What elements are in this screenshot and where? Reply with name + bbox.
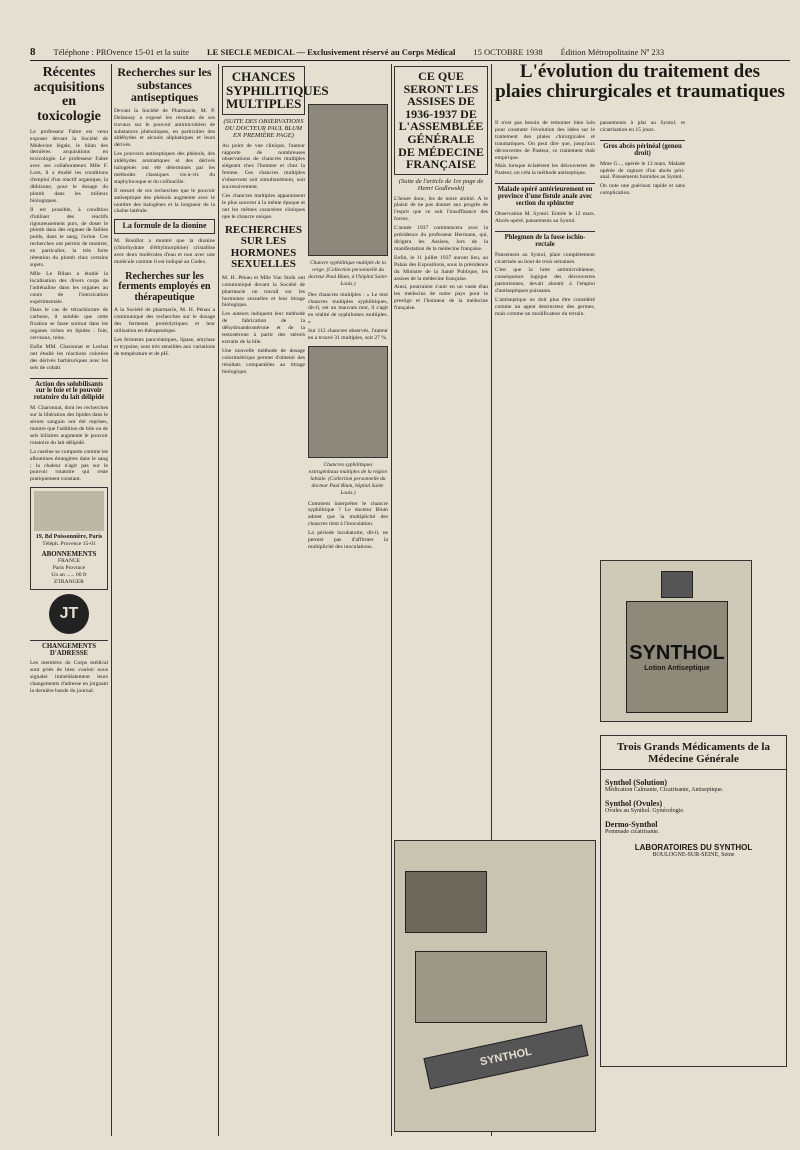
bottle-cap xyxy=(661,571,693,598)
synthol-brand: SYNTHOL xyxy=(629,642,725,664)
paragraph: M. Charonnat, dont les recherches sur la libération des lipides dans le sérum sanguin ont été reprises, montre que l'addition de bile ou de sels biliaires augmente le pouvoir rotatoire du lait délipidé. xyxy=(30,405,110,446)
paragraph: Enfin MM. Charonnat et Lechat ont étudié les réactions colorées des dérivés barbituriques avec les sels de cobalt. xyxy=(30,343,110,371)
case-heading: Malade opéré antérieurement en province d'une fistule anale avec section du sphincter xyxy=(495,183,595,208)
clinical-photo-2 xyxy=(308,346,388,458)
paragraph: Il ressort de ces recherches que le pouvoir antiseptique des phénols augmente avec le nombre des halogènes et la longueur de la chaîne latérale. xyxy=(114,187,217,215)
paragraph: La caséine se comporte comme les albumines étrangères dans le sang ; la chaleur n'agit pas sur le pouvoir rotatoire qui reste pratiquement constant. xyxy=(30,448,110,483)
product-box xyxy=(405,871,487,933)
column-rule xyxy=(111,64,112,1136)
paragraph: La période incubatoire, dit-il, ne permet pas d'affirmer la multiplicité des inoculations. xyxy=(308,530,390,550)
column-1 xyxy=(30,64,108,1136)
subscription-paris: Paris Province xyxy=(52,564,86,571)
paragraph: Une nouvelle méthode de dosage colorimétrique permet d'obtenir des résultats comparables au titrage biologique. xyxy=(222,347,307,375)
paragraph: Ces chancres multiples apparaissent le plus souvent à la même époque et ont les mêmes caractères cliniques que le chancre unique. xyxy=(222,192,307,220)
article-title-toxicology: Récentes acquisitions en toxicologie xyxy=(33,65,105,125)
article-title-antiseptics: Recherches sur les substances antiseptiques xyxy=(117,65,212,105)
section-heading: Action des solubilisants sur le foie et le pouvoir rotatoire du lait délipidé xyxy=(30,378,108,403)
jt-logo: JT xyxy=(49,594,89,634)
column-6 xyxy=(495,120,595,830)
paragraph: Pansement au Syntol, plaie complètement cicatrisée au bout de trois semaines. xyxy=(495,251,597,265)
subscription-france: FRANCE xyxy=(57,557,81,564)
product-name: Synthol (Ovules) xyxy=(605,799,663,809)
ointment-tube xyxy=(423,1025,588,1090)
tube-brand: SYNTHOL xyxy=(479,1045,533,1069)
paragraph: pansements à plat au Syntol, et cicatrisation en 15 jours. xyxy=(600,120,687,133)
column-2 xyxy=(114,64,215,1136)
case-heading: Phlegmon de la fosse ischio-rectale xyxy=(495,231,595,249)
paragraph: Les membres du Corps médical sont priés de bien vouloir nous signaler immédiatement leurs changements d'adresse en joignant la dernière bande du journal. xyxy=(30,660,110,695)
publisher-telephone: Téléph. Provence 15-01 xyxy=(42,541,96,548)
column-rule xyxy=(218,64,219,1136)
page-header xyxy=(30,44,790,61)
dionine-heading: La formule de la dionine xyxy=(114,219,215,234)
bottle-body xyxy=(626,601,728,713)
laboratory-name: LABORATOIRES DU SYNTHOL xyxy=(634,843,753,853)
publisher-address: 19, Bd Poissonnière, Paris xyxy=(35,534,103,541)
paragraph: M. Bouillot a montré que la dionine (chlorhydrate d'éthylmorphine) cristallise avec deux molécules d'eau et non avec une molécule comme il est indiqué au Codex. xyxy=(114,238,217,265)
product-box xyxy=(415,951,547,1023)
article-title-hormones: RECHERCHES SUR LES HORMONES SEXUELLES xyxy=(224,223,303,271)
subscription-price: Un an ...... 60 fr xyxy=(51,571,87,578)
paragraph: L'antiseptique ne doit plus être considéré comme un agent destructeur des germes, mais comme un modificateur du terrain. xyxy=(495,297,597,317)
paragraph: Comment interpréter le chancre syphilitique ? Le docteur Blum admet que la multiplicité des chancres tient à l'inoculation. xyxy=(308,500,390,528)
column-5 xyxy=(394,64,488,830)
column-3 xyxy=(222,64,329,1136)
paragraph: Observation M. Syntol. Entrée le 12 mars. Abcès opéré, pansements au Syntol. xyxy=(495,210,597,224)
product-desc: Médication Calmante, Cicatrisante, Antiseptique. xyxy=(605,787,724,794)
phone-number: Téléphone : PROvence 15-01 et la suite xyxy=(53,47,189,57)
paragraph: Devant la Société de Pharmacie, M. P. Delaunay a exposé les résultats de ses travaux sur le pouvoir antimicrobien de substances phénoliques, en particulier des aldéhydes et alcools aliphatiques et leurs dérivés. xyxy=(114,107,217,149)
page-number: 8 xyxy=(30,46,36,58)
synthol-bottle-ad xyxy=(600,560,752,722)
paragraph: Mme G..., opérée le 13 mars. Malade opérée de rupture d'un abcès péri-anal. Pansements humides au Syntol. xyxy=(600,160,687,181)
paragraph: Sur 112 chancres observés, l'auteur en a trouvé 31 multiples, soit 27 %. xyxy=(308,328,390,342)
subscriptions-title: ABONNEMENTS xyxy=(41,550,97,559)
paragraph: Mais lorsque éclatèrent les découvertes de Pasteur, on créa la méthode antiseptique. xyxy=(495,163,597,177)
paragraph: Des chancres multiples : « Le mot chancres multiples syphilitiques, dit-il, est un mauvais mot, il s'agit en réalité de syphilomes multiples. » xyxy=(308,291,390,326)
photo-caption: Chancre syphilitique multiple de la verge. (Collection personnelle du docteur Paul Blum, à l'hôpital Saint-Louis.) xyxy=(308,260,388,287)
paragraph: Le professeur Fabre est venu exposer devant la Société de Médecine légale, le bilan des dernières acquisitions en toxicologie. Le professeur Fabre avec ses collaborateurs Mlle F. Lom, il a étudié les conditions d'emploi d'un réactif organique, la dithizone, pour le dosage du plomb dans les milieux biologiques. xyxy=(30,128,110,204)
ferments-heading: Recherches sur les ferments employés en thérapeutique xyxy=(118,270,211,303)
article-subtitle: (Suite de l'article de 1re page de Henri Godlewski) xyxy=(398,177,484,192)
column-4 xyxy=(308,64,388,1136)
edition-label: Édition Métropolitaine Nº 233 xyxy=(560,47,665,57)
paragraph: M. H. Pénau et Mlle Van Stolk ont communiqué devant la Société de pharmacie un travail sur les hormones sexuelles et leur titrage biologique. xyxy=(222,274,307,309)
paragraph: L'année 1937 commencera avec la présidence du professeur Hermann, qui, dirigera les Assises, lors de la manifestation de la médecine française. xyxy=(394,225,490,252)
article-title-plaies: L'évolution du traitement des plaies chirurgicales et traumatiques xyxy=(495,61,785,102)
product-desc: Pommade cicatrisante. xyxy=(605,829,660,836)
paragraph: Au point de vue clinique, l'auteur rapporte de nombreuses observations de chancres multiples siégeant chez l'homme et chez la femme. Ces chancres multiples s'observent soit simultanément, soit successivement. xyxy=(222,142,307,191)
paragraph: Les auteurs indiquent leur méthode de fabrication de la déhydroandrostérone et de la testostérone à partir des stérols extraits de la bile. xyxy=(222,311,307,345)
paragraph: Ainsi, pourraient s'unir en un vaste élan les médecins de notre pays pour le prestige et l'honneur de la médecine française. xyxy=(394,284,490,312)
paragraph: Dans le cas de tétrachlorure de carbone, il semble que cette fixation se fasse surtout dans les organes riches en lipides : foie, cerveaux, reins. xyxy=(30,307,110,342)
paragraph: On note une guérison rapide et sans complication. xyxy=(600,183,687,197)
subscription-box xyxy=(30,487,108,589)
paragraph: Mlle Le Bihan a étudié la localisation des divers corps de l'adrénaline dans les organes au cours de l'intoxication expérimentale. xyxy=(30,270,110,305)
paragraph: Il n'est pas besoin de remonter bien loin pour constater l'évolution des idées sur le traitement des plaies chirurgicales et traumatiques. On peut dire que, jusqu'aux découvertes de Pasteur, ce traitement était empirique. xyxy=(495,120,597,161)
issue-date: 15 OCTOBRE 1938 xyxy=(473,47,543,57)
product-name: Synthol (Solution) xyxy=(605,778,668,788)
paragraph: C'est que la lutte antimicrobienne, conséquence logique des découvertes pastoriennes, devait aboutir à l'emploi d'antiseptiques puissants. xyxy=(495,267,597,295)
paragraph: Enfin, le 11 juillet 1937 auront lieu, au Palais des Expositions, sous la présidence du Ministre de la Santé Publique, les assises de la médecine française. xyxy=(394,254,490,282)
synthol-products-box xyxy=(600,735,787,1067)
products-title: Trois Grands Médicaments de la Médecine Générale xyxy=(601,738,786,770)
paragraph: Les ferments pancréatiques, lipase, amylase et trypsine, sont très sensibles aux variations de température et de pH. xyxy=(114,337,217,357)
product-name: Dermo-Synthol xyxy=(605,820,658,830)
article-title-chancres: CHANCES SYPHILITIQUES MULTIPLES xyxy=(222,66,305,115)
paragraph: A la Société de pharmacie, M. H. Pénau a communiqué des recherches sur le dosage des ferments protéolytiques et leur utilisation en thérapeutique. xyxy=(114,307,217,335)
synthol-label: Lotion Antiseptique xyxy=(644,665,710,672)
address-change-heading: CHANGEMENTS D'ADRESSE xyxy=(30,640,108,658)
column-rule xyxy=(391,64,392,1136)
article-title-assises: CE QUE SERONT LES ASSISES DE 1936-1937 DE L'ASSEMBLÉE GÉNÉRALE DE MÉDECINE FRANÇAISE xyxy=(394,66,488,175)
product-desc: Ovules au Synthol. Gynécologie. xyxy=(605,808,685,815)
photo-caption: Chancres syphilitiques extragénitaux multiples de la région labiale. (Collection personnelle du docteur Paul Blum, hôpital Saint-Louis.) xyxy=(308,461,388,496)
eagle-emblem xyxy=(34,491,104,531)
laboratory-address: BOULOGNE-SUR-SEINE, Seine xyxy=(652,852,735,859)
newspaper-name: LE SIECLE MEDICAL — Exclusivement réservé au Corps Médical xyxy=(207,47,456,57)
paragraph: Il est possible, à condition d'utiliser des réactifs rigoureusement purs, de doser le plomb dans des organes de faibles poids, dans le sang, l'urine. Ces recherches ont permis de montrer, en particulier, la très forte rétention du plomb chez certains sujets. xyxy=(30,206,110,268)
paragraph: L'heure donc, les de notre amitié. A le plaisir de ne pas donner aux progrès de l'esprit que ce soit l'insuffisance des forces. xyxy=(394,195,490,223)
subscription-foreign: ETRANGER xyxy=(54,578,84,585)
clinical-photo-1 xyxy=(308,104,388,256)
article-subtitle: (SUITE DES OBSERVATIONS DU DOCTEUR PAUL BLUM EN PREMIÈRE PAGE) xyxy=(223,117,304,139)
paragraph: Les pouvoirs antiseptiques des phénols, des aldéhydes aromatiques et des dérivés halogénés ont été déterminés par les méthodes classiques vis-à-vis du staphylocoque et du colibacille. xyxy=(114,151,217,185)
case-heading: Gros abcès périnéal (genou droit) xyxy=(600,140,685,158)
dermo-synthol-ad xyxy=(394,840,596,1132)
